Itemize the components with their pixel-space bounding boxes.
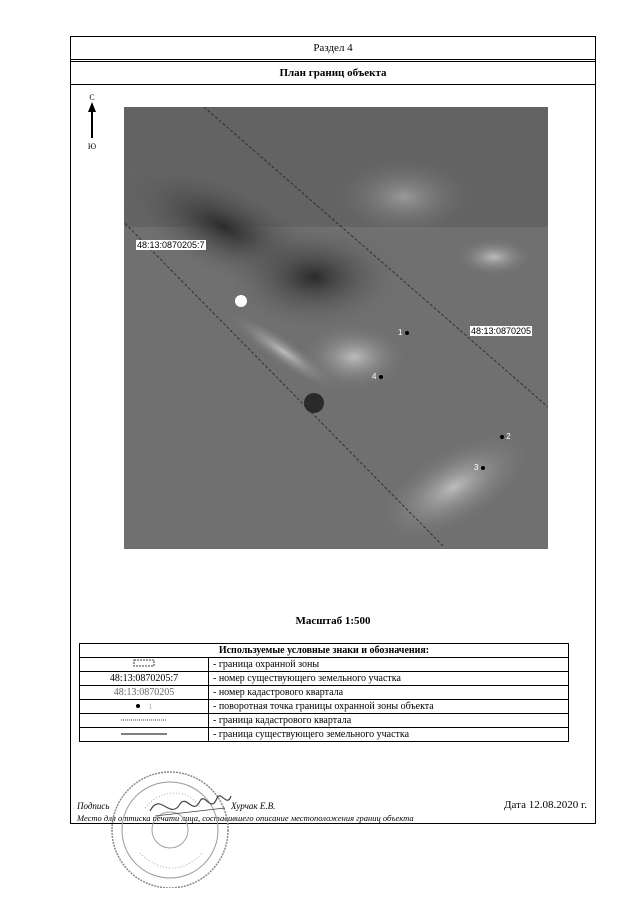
legend-title: Используемые условные знаки и обозначения: (80, 644, 569, 658)
legend-table (79, 643, 569, 742)
legend-row (80, 658, 569, 672)
dashed-rect-icon (133, 659, 155, 667)
legend-text: - граница существующего земельного участка (209, 728, 569, 742)
parcel-boundary-symbol (80, 728, 209, 742)
legend-row (80, 686, 569, 700)
point-label: 3 (474, 463, 479, 472)
section-title: Раздел 4 (71, 37, 595, 60)
point-label: 1 (398, 328, 403, 337)
scale-label: Масштаб 1:500 (295, 615, 371, 627)
point-marker (500, 435, 504, 439)
handwritten-signature-icon (145, 786, 235, 826)
boundary-point (372, 372, 383, 381)
dotted-line-icon (121, 717, 167, 723)
legend-text: - номер существующего земельного участка (209, 672, 569, 686)
quarter-boundary-symbol (80, 714, 209, 728)
turning-point-symbol (80, 700, 209, 714)
legend-row (80, 700, 569, 714)
compass-arrow (87, 102, 97, 140)
point-marker (405, 331, 409, 335)
zone-boundary-symbol (80, 658, 209, 672)
north-arrow-icon (85, 93, 99, 151)
point-label: 4 (372, 372, 377, 381)
boundary-point (500, 432, 511, 441)
signer-name: Хурчак Е.В. (231, 801, 276, 811)
legend-text: - граница кадастрового квартала (209, 714, 569, 728)
document-frame (70, 36, 596, 824)
compass-south-label: Ю (87, 142, 97, 151)
stamp-place-note: Место для оттиска печати лица, составившего описание местоположения границ объекта (77, 813, 414, 823)
parcel-number-label: 48:13:0870205:7 (137, 240, 205, 250)
boundary-point (474, 463, 485, 472)
quarter-number-symbol: 48:13:0870205 (80, 686, 209, 700)
plan-title: План границ объекта (71, 61, 595, 85)
legend-row (80, 714, 569, 728)
document-date: Дата 12.08.2020 г. (504, 799, 587, 811)
boundary-point (398, 328, 409, 337)
point-label: 2 (506, 432, 511, 441)
point-marker (379, 375, 383, 379)
parcel-number-symbol: 48:13:0870205:7 (80, 672, 209, 686)
quarter-number-label: 48:13:0870205 (471, 326, 532, 336)
signature-label: Подпись (77, 801, 110, 811)
solid-line-icon (121, 731, 167, 737)
legend-text: - поворотная точка границы охранной зоны объекта (209, 700, 569, 714)
aerial-map (124, 107, 548, 549)
legend-row (80, 728, 569, 742)
point-marker (481, 466, 485, 470)
legend-row (80, 672, 569, 686)
turning-point-number: 1 (148, 701, 153, 711)
dot-icon (136, 704, 140, 708)
legend-text: - граница охранной зоны (209, 658, 569, 672)
legend-text: - номер кадастрового квартала (209, 686, 569, 700)
compass-north-label: С (89, 93, 95, 102)
